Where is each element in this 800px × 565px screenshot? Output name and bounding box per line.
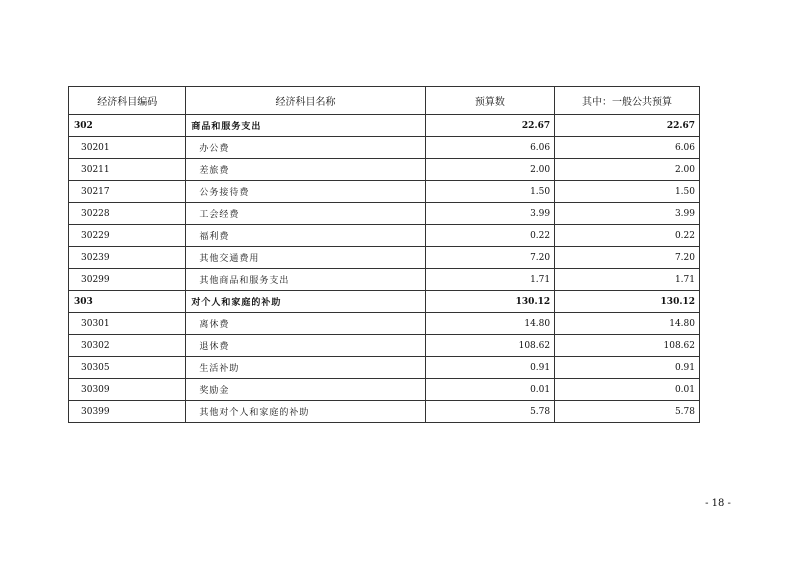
cell-code: 30211 bbox=[69, 159, 186, 181]
budget-table bbox=[68, 86, 700, 423]
cell-code: 30228 bbox=[69, 203, 186, 225]
cell-code: 30217 bbox=[69, 181, 186, 203]
cell-general-budget: 3.99 bbox=[555, 203, 700, 225]
cell-general-budget: 108.62 bbox=[555, 335, 700, 357]
cell-name: 其他交通费用 bbox=[186, 247, 425, 269]
cell-general-budget: 14.80 bbox=[555, 313, 700, 335]
header-budget: 预算数 bbox=[425, 87, 554, 115]
cell-budget: 0.01 bbox=[425, 379, 554, 401]
cell-budget: 3.99 bbox=[425, 203, 554, 225]
cell-general-budget: 5.78 bbox=[555, 401, 700, 423]
table-row bbox=[69, 181, 700, 203]
cell-code: 30309 bbox=[69, 379, 186, 401]
cell-general-budget: 0.91 bbox=[555, 357, 700, 379]
page-number: - 18 - bbox=[705, 498, 731, 509]
cell-code: 30239 bbox=[69, 247, 186, 269]
cell-budget: 22.67 bbox=[425, 115, 554, 137]
cell-code: 30302 bbox=[69, 335, 186, 357]
cell-general-budget: 130.12 bbox=[555, 291, 700, 313]
table-row bbox=[69, 379, 700, 401]
cell-name: 对个人和家庭的补助 bbox=[186, 291, 425, 313]
table-row bbox=[69, 269, 700, 291]
cell-name: 奖励金 bbox=[186, 379, 425, 401]
cell-code: 303 bbox=[69, 291, 186, 313]
table-row bbox=[69, 401, 700, 423]
cell-name: 其他对个人和家庭的补助 bbox=[186, 401, 425, 423]
cell-budget: 5.78 bbox=[425, 401, 554, 423]
cell-name: 其他商品和服务支出 bbox=[186, 269, 425, 291]
cell-code: 302 bbox=[69, 115, 186, 137]
cell-name: 退休费 bbox=[186, 335, 425, 357]
cell-code: 30229 bbox=[69, 225, 186, 247]
table-row bbox=[69, 137, 700, 159]
table-row bbox=[69, 335, 700, 357]
cell-name: 公务接待费 bbox=[186, 181, 425, 203]
header-general-budget: 其中：一般公共预算 bbox=[555, 87, 700, 115]
cell-name: 生活补助 bbox=[186, 357, 425, 379]
table-body bbox=[69, 115, 700, 423]
cell-budget: 0.91 bbox=[425, 357, 554, 379]
cell-general-budget: 1.50 bbox=[555, 181, 700, 203]
cell-budget: 14.80 bbox=[425, 313, 554, 335]
header-code: 经济科目编码 bbox=[69, 87, 186, 115]
cell-name: 商品和服务支出 bbox=[186, 115, 425, 137]
table-row bbox=[69, 225, 700, 247]
cell-name: 办公费 bbox=[186, 137, 425, 159]
cell-name: 福利费 bbox=[186, 225, 425, 247]
cell-name: 差旅费 bbox=[186, 159, 425, 181]
cell-general-budget: 22.67 bbox=[555, 115, 700, 137]
cell-code: 30201 bbox=[69, 137, 186, 159]
cell-budget: 6.06 bbox=[425, 137, 554, 159]
cell-code: 30399 bbox=[69, 401, 186, 423]
cell-code: 30305 bbox=[69, 357, 186, 379]
table-header-row bbox=[69, 87, 700, 115]
cell-general-budget: 0.01 bbox=[555, 379, 700, 401]
table-group-row bbox=[69, 115, 700, 137]
cell-code: 30301 bbox=[69, 313, 186, 335]
table-group-row bbox=[69, 291, 700, 313]
table-row bbox=[69, 247, 700, 269]
header-name: 经济科目名称 bbox=[186, 87, 425, 115]
table-row bbox=[69, 203, 700, 225]
cell-general-budget: 6.06 bbox=[555, 137, 700, 159]
table-row bbox=[69, 313, 700, 335]
cell-name: 工会经费 bbox=[186, 203, 425, 225]
cell-budget: 7.20 bbox=[425, 247, 554, 269]
cell-general-budget: 1.71 bbox=[555, 269, 700, 291]
cell-budget: 1.50 bbox=[425, 181, 554, 203]
cell-budget: 130.12 bbox=[425, 291, 554, 313]
cell-general-budget: 0.22 bbox=[555, 225, 700, 247]
cell-name: 离休费 bbox=[186, 313, 425, 335]
cell-budget: 1.71 bbox=[425, 269, 554, 291]
table-row bbox=[69, 159, 700, 181]
cell-code: 30299 bbox=[69, 269, 186, 291]
table-row bbox=[69, 357, 700, 379]
cell-general-budget: 7.20 bbox=[555, 247, 700, 269]
cell-budget: 0.22 bbox=[425, 225, 554, 247]
cell-budget: 108.62 bbox=[425, 335, 554, 357]
cell-general-budget: 2.00 bbox=[555, 159, 700, 181]
cell-budget: 2.00 bbox=[425, 159, 554, 181]
